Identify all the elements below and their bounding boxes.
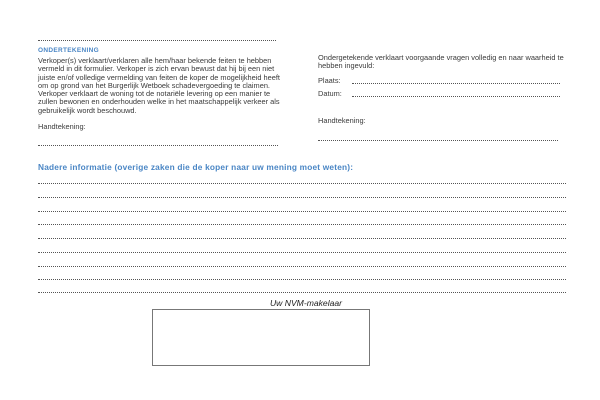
- further-info-line[interactable]: [38, 197, 566, 198]
- further-info-line[interactable]: [38, 266, 566, 267]
- undersigned-signature-line[interactable]: [318, 140, 558, 141]
- signature-heading: ONDERTEKENING: [38, 47, 99, 54]
- top-dotted-line: [38, 40, 276, 41]
- further-info-line[interactable]: [38, 252, 566, 253]
- further-info-line[interactable]: [38, 238, 566, 239]
- seller-signature-label: Handtekening:: [38, 122, 86, 131]
- further-info-line[interactable]: [38, 279, 566, 280]
- further-info-line[interactable]: [38, 183, 566, 184]
- broker-label-row: [0, 298, 600, 308]
- date-field[interactable]: [352, 96, 560, 97]
- seller-signature-line[interactable]: [38, 145, 278, 146]
- undersigned-signature-label: Handtekening:: [318, 116, 366, 125]
- further-info-line[interactable]: [38, 292, 566, 293]
- date-label: Datum:: [318, 89, 342, 98]
- further-info-title: Nadere informatie (overige zaken die de koper naar uw mening moet weten):: [38, 162, 354, 172]
- further-info-line[interactable]: [38, 211, 566, 212]
- broker-stamp-box[interactable]: [152, 309, 370, 366]
- undersigned-statement: Ondergetekende verklaart voorgaande vragen volledig en naar waarheid te hebben ingevuld:: [318, 53, 564, 71]
- place-field[interactable]: [352, 83, 560, 84]
- further-info-line[interactable]: [38, 224, 566, 225]
- broker-label: Uw NVM-makelaar: [269, 298, 343, 308]
- place-label: Plaats:: [318, 76, 341, 85]
- seller-statement: Verkoper(s) verklaart/verklaren alle hem/haar bekende feiten te hebben vermeld in dit formulier. Verkoper is zich ervan bewust dat hij bij een niet juiste en/of volledige vermelding van feiten de koper de mogelijkheid heeft om op grond van het Burgerlijk Wetboek schadevergoeding te claimen. Verkoper verklaart de woning tot de notariële levering op een manier te zullen bewonen en onderhouden welke in het maatschappelijk verkeer als gebruikelijk wordt beschouwd.: [38, 56, 280, 115]
